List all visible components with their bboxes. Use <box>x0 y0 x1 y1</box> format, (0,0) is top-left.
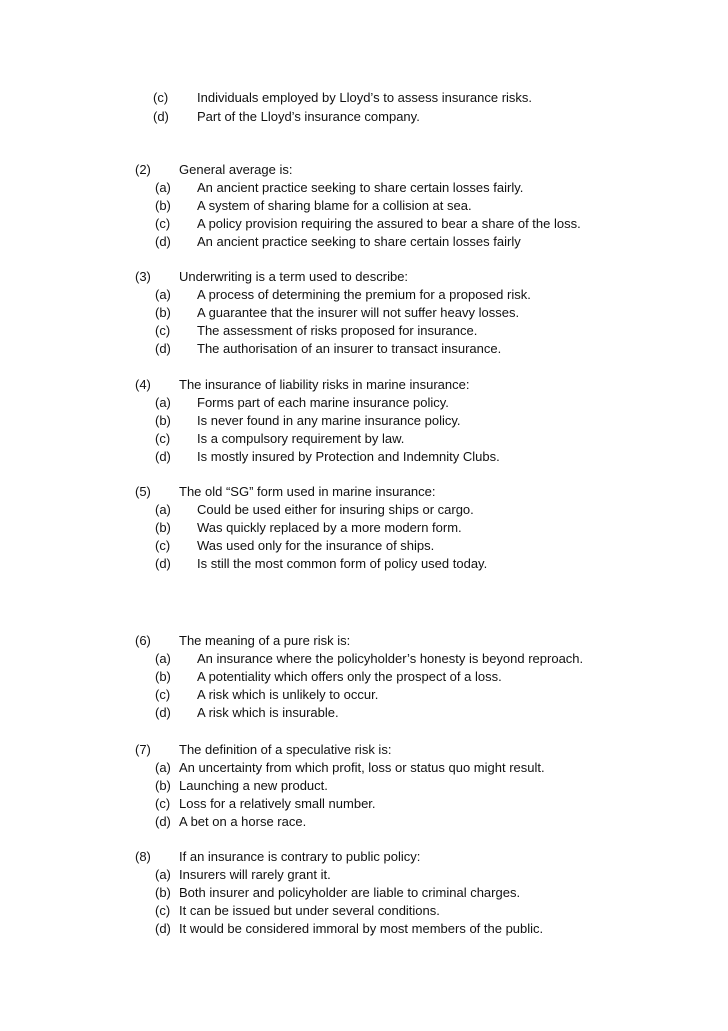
question-stem: The insurance of liability risks in marine insurance: <box>179 377 470 392</box>
option-text: Is never found in any marine insurance policy. <box>197 413 461 428</box>
question-number: (7) <box>135 742 151 757</box>
question-number: (2) <box>135 162 151 177</box>
option-text: An uncertainty from which profit, loss or status quo might result. <box>179 760 545 775</box>
option-text: Could be used either for insuring ships or cargo. <box>197 502 474 517</box>
option-text: A guarantee that the insurer will not suffer heavy losses. <box>197 305 520 320</box>
option-label: (c) <box>155 903 171 918</box>
option-label: (d) <box>155 921 171 936</box>
option-label: (d) <box>155 341 171 356</box>
option-label: (b) <box>155 198 171 213</box>
option-text: An ancient practice seeking to share certain losses fairly. <box>197 180 524 195</box>
option-text: An insurance where the policyholder’s honesty is beyond reproach. <box>197 651 584 666</box>
option-text: Launching a new product. <box>179 778 328 793</box>
option-text: The assessment of risks proposed for insurance. <box>197 323 478 338</box>
option-text: It would be considered immoral by most members of the public. <box>179 921 544 936</box>
option-text: Individuals employed by Lloyd’s to assess insurance risks. <box>197 90 533 105</box>
option-text: A system of sharing blame for a collision at sea. <box>197 198 472 213</box>
option-label: (b) <box>155 778 171 793</box>
option-label: (d) <box>155 449 171 464</box>
question-stem: The meaning of a pure risk is: <box>179 633 351 648</box>
option-text: A potentiality which offers only the prospect of a loss. <box>197 669 502 684</box>
question-number: (5) <box>135 484 151 499</box>
option-text: A process of determining the premium for a proposed risk. <box>197 287 531 302</box>
option-label: (c) <box>155 323 171 338</box>
option-text: Loss for a relatively small number. <box>179 796 376 811</box>
option-text: Both insurer and policyholder are liable to criminal charges. <box>179 885 521 900</box>
option-label: (d) <box>155 234 171 249</box>
option-text: Is a compulsory requirement by law. <box>197 431 405 446</box>
option-label: (b) <box>155 305 171 320</box>
option-text: Is mostly insured by Protection and Indemnity Clubs. <box>197 449 500 464</box>
option-text: Was used only for the insurance of ships. <box>197 538 435 553</box>
question-stem: If an insurance is contrary to public policy: <box>179 849 421 864</box>
option-label: (d) <box>155 814 171 829</box>
option-label: (a) <box>155 502 171 517</box>
option-text: Forms part of each marine insurance policy. <box>197 395 449 410</box>
option-text: A risk which is insurable. <box>197 705 339 720</box>
option-label: (b) <box>155 885 171 900</box>
question-stem: Underwriting is a term used to describe: <box>179 269 409 284</box>
question-number: (8) <box>135 849 151 864</box>
option-label: (c) <box>155 431 171 446</box>
question-stem: General average is: <box>179 162 293 177</box>
question-number: (3) <box>135 269 151 284</box>
option-text: A risk which is unlikely to occur. <box>197 687 379 702</box>
option-text: The authorisation of an insurer to transact insurance. <box>197 341 502 356</box>
option-label: (b) <box>155 520 171 535</box>
option-text: It can be issued but under several conditions. <box>179 903 440 918</box>
option-label: (b) <box>155 669 171 684</box>
option-label: (a) <box>155 651 171 666</box>
option-text: Insurers will rarely grant it. <box>179 867 331 882</box>
option-label: (a) <box>155 867 171 882</box>
option-label: (d) <box>153 109 169 124</box>
option-label: (c) <box>155 216 171 231</box>
option-text: An ancient practice seeking to share certain losses fairly <box>197 234 521 249</box>
option-label: (d) <box>155 705 171 720</box>
question-stem: The old “SG” form used in marine insurance: <box>179 484 436 499</box>
option-label: (c) <box>155 796 171 811</box>
option-label: (c) <box>155 538 171 553</box>
question-number: (6) <box>135 633 151 648</box>
question-number: (4) <box>135 377 151 392</box>
option-label: (a) <box>155 760 171 775</box>
option-label: (d) <box>155 556 171 571</box>
option-text: Part of the Lloyd’s insurance company. <box>197 109 420 124</box>
option-label: (c) <box>155 687 171 702</box>
option-label: (a) <box>155 287 171 302</box>
option-label: (b) <box>155 413 171 428</box>
option-label: (a) <box>155 180 171 195</box>
option-label: (c) <box>153 90 169 105</box>
option-text: Was quickly replaced by a more modern form. <box>197 520 462 535</box>
question-stem: The definition of a speculative risk is: <box>179 742 392 757</box>
option-text: A bet on a horse race. <box>179 814 307 829</box>
option-text: Is still the most common form of policy used today. <box>197 556 488 571</box>
option-text: A policy provision requiring the assured to bear a share of the loss. <box>197 216 581 231</box>
option-label: (a) <box>155 395 171 410</box>
